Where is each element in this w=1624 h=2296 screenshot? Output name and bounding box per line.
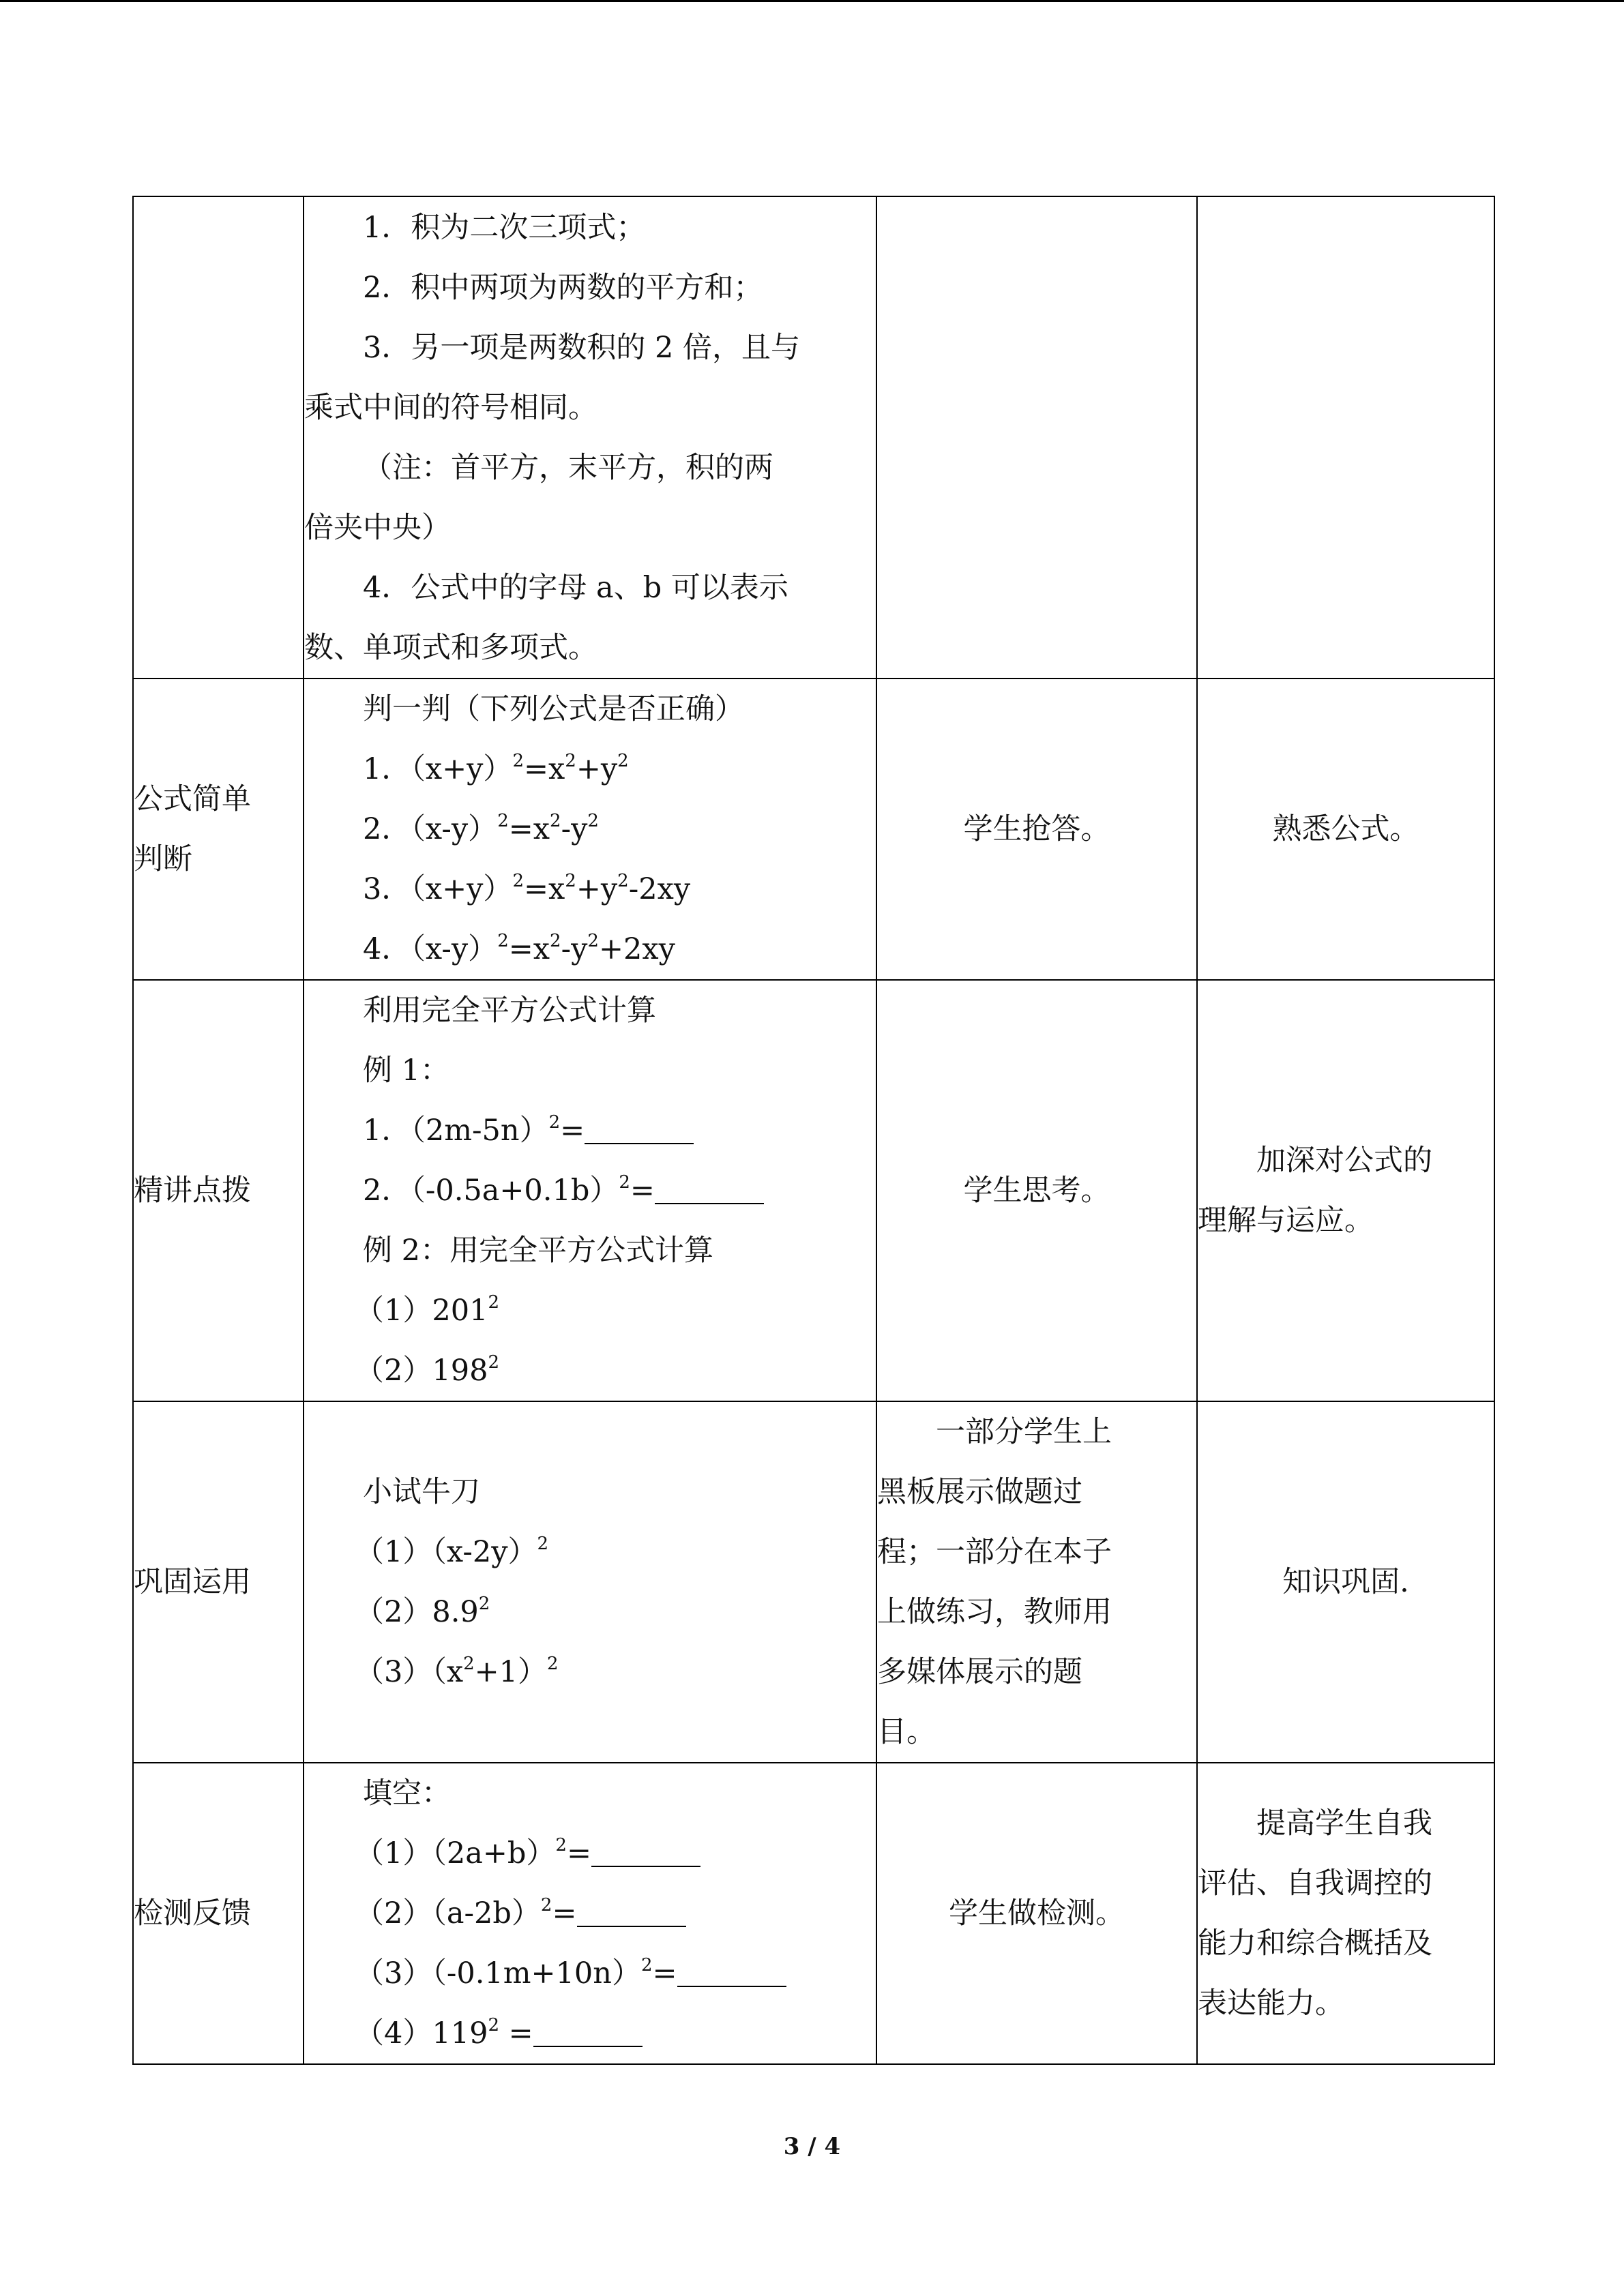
table-row xyxy=(133,980,1494,1401)
content-line: 2．积中两项为两数的平方和； xyxy=(363,270,763,305)
exercise-item: $(1)(x-2y)^2$ xyxy=(355,1534,549,1569)
content-title: 填空： xyxy=(363,1776,451,1810)
exercise-item: $(2)8.9^2$ xyxy=(355,1594,490,1629)
exercise-item: $(2)198^2$ xyxy=(355,1352,499,1388)
exercise-item: $(1)201^2$ xyxy=(355,1292,499,1328)
intent-cell xyxy=(1197,196,1494,679)
stage-cell xyxy=(133,1401,304,1763)
content-line: 1．积为二次三项式； xyxy=(363,210,646,245)
exercise-item: $(1)(2a+b)^2=$ xyxy=(304,1823,876,1883)
intent-cell: 熟悉公式。 xyxy=(1197,679,1494,980)
content-title: 判一判（下列公式是否正确） xyxy=(363,692,744,726)
content-cell xyxy=(304,1763,876,2064)
table-row xyxy=(133,679,1494,980)
exercise-item: $(4)119^2$ = xyxy=(304,2003,876,2063)
answer-blank xyxy=(655,1176,764,1204)
exercise-item: $(3)(x^2+1)^2$ xyxy=(355,1654,559,1689)
lesson-plan-table xyxy=(132,196,1495,2065)
stage-label: 公式简单 xyxy=(134,782,251,816)
intent-cell xyxy=(1197,980,1494,1401)
activity-cell: 学生抢答。 xyxy=(876,679,1197,980)
content-line: 3．另一项是两数积的 2 倍，且与 xyxy=(363,330,801,365)
top-border-line xyxy=(0,0,1624,2)
content-cell xyxy=(304,980,876,1401)
content-line: 数、单项式和多项式。 xyxy=(304,630,597,665)
content-line: 倍夹中央） xyxy=(304,510,451,545)
stage-cell xyxy=(133,679,304,980)
activity-cell xyxy=(876,1401,1197,1763)
intent-cell xyxy=(1197,1763,1494,2064)
exercise-item: 1．$(2m-5n)^2=$ xyxy=(304,1101,876,1161)
content-cell xyxy=(304,1401,876,1763)
activity-line: 上做练习，教师用 xyxy=(877,1595,1112,1629)
activity-line: 程；一部分在本子 xyxy=(877,1535,1112,1569)
intent-line: 理解与运应。 xyxy=(1198,1204,1374,1238)
page-number: 3 / 4 xyxy=(783,2133,841,2160)
content-line: 4．公式中的字母 a、b 可以表示 xyxy=(363,570,788,605)
activity-line: 黑板展示做题过 xyxy=(877,1475,1082,1509)
activity-line: 一部分学生上 xyxy=(936,1415,1112,1449)
content-title: 小试牛刀 xyxy=(363,1475,480,1509)
exercise-item: $(2)(a-2b)^2=$ xyxy=(304,1883,876,1943)
stage-cell xyxy=(133,980,304,1401)
activity-cell: 学生思考。 xyxy=(876,980,1197,1401)
table-row xyxy=(133,1401,1494,1763)
content-cell xyxy=(304,196,876,679)
content-line: 乘式中间的符号相同。 xyxy=(304,390,597,425)
content-line: （注：首平方，末平方，积的两 xyxy=(363,450,773,485)
activity-line: 多媒体展示的题 xyxy=(877,1655,1082,1689)
stage-label: 检测反馈 xyxy=(134,1896,251,1930)
table-row xyxy=(133,1763,1494,2064)
answer-blank xyxy=(585,1116,694,1144)
formula-item: 4．$(x-y)^2=x^2-y^2+2xy$ xyxy=(363,931,675,966)
example-label: 例 2：用完全平方公式计算 xyxy=(363,1234,714,1268)
table-row xyxy=(133,196,1494,679)
stage-label: 判断 xyxy=(134,842,192,876)
answer-blank xyxy=(577,1898,686,1927)
content-title: 利用完全平方公式计算 xyxy=(363,994,656,1028)
formula-item: 1．$(x+y)^2=x^2+y^2$ xyxy=(363,751,629,786)
intent-line: 表达能力。 xyxy=(1198,1986,1344,2021)
example-label: 例 1： xyxy=(363,1054,450,1088)
answer-blank xyxy=(591,1838,700,1867)
intent-line: 能力和综合概括及 xyxy=(1198,1926,1432,1960)
answer-blank xyxy=(677,1958,786,1987)
stage-cell xyxy=(133,1763,304,2064)
intent-line: 提高学生自我 xyxy=(1256,1806,1432,1840)
stage-label: 巩固运用 xyxy=(134,1565,251,1599)
formula-item: 3．$(x+y)^2=x^2+y^2-2xy$ xyxy=(363,871,691,906)
activity-line: 目。 xyxy=(877,1715,936,1749)
activity-cell xyxy=(876,196,1197,679)
stage-cell xyxy=(133,196,304,679)
intent-cell: 知识巩固. xyxy=(1197,1401,1494,1763)
intent-line: 加深对公式的 xyxy=(1256,1144,1432,1178)
formula-item: 2．$(x-y)^2=x^2-y^2$ xyxy=(363,811,599,846)
exercise-item: 2．$(-0.5a+0.1b)^2=$ xyxy=(304,1161,876,1221)
intent-line: 评估、自我调控的 xyxy=(1198,1866,1432,1900)
exercise-item: $(3)(-0.1m+10n)^2=$ xyxy=(304,1943,876,2003)
stage-label: 精讲点拨 xyxy=(134,1174,251,1208)
content-cell xyxy=(304,679,876,980)
activity-cell: 学生做检测。 xyxy=(876,1763,1197,2064)
answer-blank xyxy=(533,2018,643,2047)
